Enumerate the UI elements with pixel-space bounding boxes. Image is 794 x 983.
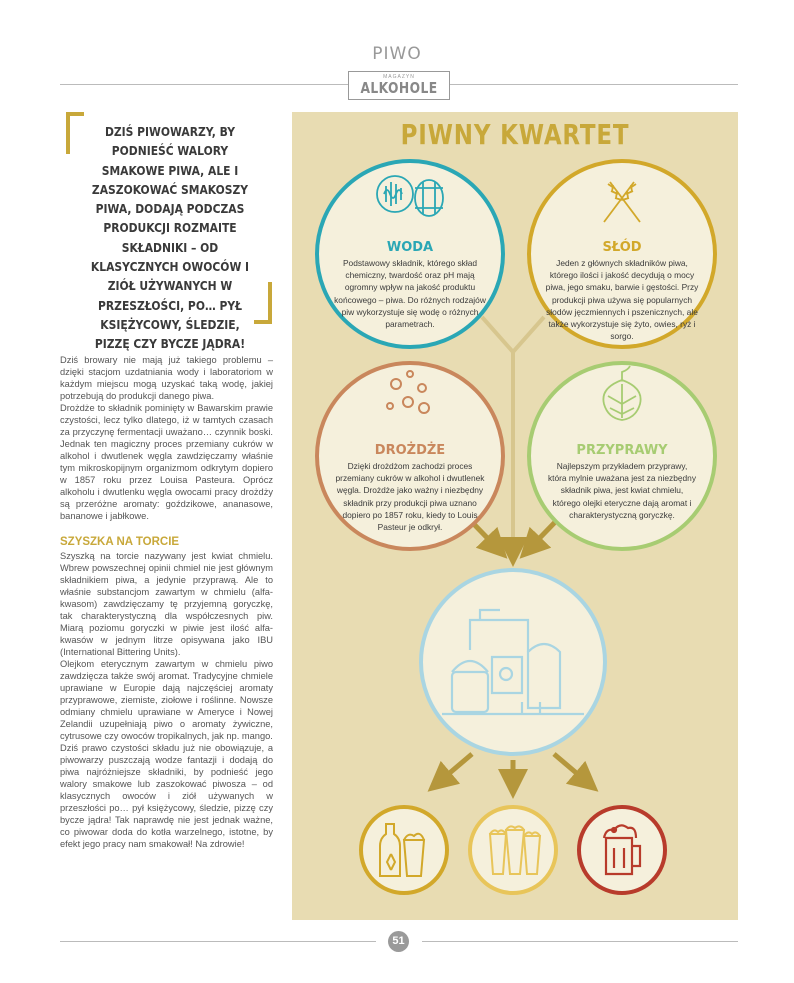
article-paragraph: Olejkom eterycznym zawartym w chmielu piwo zawdzięcza także swój aromat. Tradycyjne chmiele uprawiane w Europie dają najczęściej aromaty przyprawowe, ziemiste, ziołowe i roślinne. Nowsze odmiany chmielu uprawiane w Ameryce i Nowej Zelandii uzupełniają piwo o aromaty żywiczne, cytrusowe czy owoców tropikalnych, jak np. mango. <box>60 659 273 741</box>
arrow-out-left <box>439 754 472 782</box>
slod-text: Jeden z głównych składników piwa, którego ilości i jakość decydują o mocy piwa, jego smaku, barwie i gęstości. Przy produkcji piwa używa się popularnych słodów jęczmiennych i pszenicznych, ale także wykorzystuje się żyto, owies, ryż i sorgo. <box>545 258 699 342</box>
page-number: 51 <box>388 931 409 952</box>
infographic <box>292 112 738 920</box>
circle-brewery <box>421 570 605 754</box>
przyprawy-title: PRZYPRAWY <box>576 443 668 458</box>
circle-glasses <box>470 807 556 893</box>
magazine-logo-brand: ALKOHOLE <box>360 79 438 97</box>
arrow-out-right <box>554 754 587 782</box>
quote-bracket-top-h <box>66 112 84 116</box>
article-paragraph: Drożdże to składnik pominięty w Bawarskim prawie czystości, lecz tylko dlatego, iż w tamtych czasach za przyczynę fermentacji uważano… czynnik boski. Jednak ten magiczny proces przemiany cukrów w alkohol i dwutlenek węgla zawdzięczamy właśnie tym mikroskopijnym organizmom odkrytym dopiero w 1857 roku przez Louisa Pasteura. Oprócz alkoholu i dwutlenku węgla owocami pracy drożdży są przeróżne aromaty: goździkowe, ananasowe, bananowe i jabłkowe. <box>60 403 273 521</box>
circle-mug <box>579 807 665 893</box>
infographic-title: PIWNY KWARTET <box>400 118 630 151</box>
pull-quote-text: DZIŚ PIWOWARZY, BY PODNIEŚĆ WALORY SMAKOWE PIWA, ALE I ZASZOKOWAĆ SMAKOSZY PIWA, DODAJĄ PODCZAS PRODUKCJI ROZMAITE SKŁADNIKI – OD KLASYCZNYCH OWOCÓW I ZIÓŁ UŻYWANYCH W PRZESZŁOŚCI, PO… PYŁ KSIĘŻYCOWY, ŚLEDZIE, PIZZĘ CZY BYCZE JĄDRA! <box>90 124 250 352</box>
pull-quote <box>66 112 272 352</box>
section-title: PIWO <box>372 44 422 64</box>
magazine-logo <box>348 71 450 100</box>
article-paragraph: Dziś prawo czystości składu już nie obowiązuje, a piwowarzy puszczają wodze fantazji i dodają do piwa najróżniejsze składniki, by podnieść jego walory smakowe lub zaszokować piwosza – od klasycznych owoców i ziół używanych w przeszłości po… pył księżycowy, śledzie, pizzę czy bycze jądra! Tak naprawdę nie jest jednak ważne, co piwowar doda do kotła warzelnego, istotne, by efekt jego pracy nam smakował! Na zdrowie! <box>60 743 273 849</box>
footer-divider-right <box>422 941 738 942</box>
article-paragraph: Dziś browary nie mają już takiego problemu – dzięki stacjom uzdatniania wody i laboratoriom w każdym miejscu mogą uzyskać taką wodę, jakiej potrzebują do produkcji danego piwa. <box>60 355 273 401</box>
connector-top <box>482 317 544 352</box>
drozdze-title: DROŻDŻE <box>374 443 446 458</box>
quote-bracket-top <box>66 112 70 154</box>
article-body <box>60 354 273 850</box>
article-paragraph: Szyszką na torcie nazywany jest kwiat chmielu. Wbrew powszechnej opinii chmiel nie jest głównym składnikiem piwa, a jedynie przyprawą. Ale to właśnie substancjom zawartym w chmielu (alfa-kwasom) zawdzięczamy tę przyjemną goryczkę, tak charakterystyczną dla współczesnych piw. Miarą poziomu goryczki w piwie jest ilość alfa-kwasów w jednym litrze opisywana jako IBU (International Bittering Units). <box>60 551 273 657</box>
woda-text: Podstawowy składnik, którego skład chemiczny, twardość oraz pH mają ogromny wpływ na jakość produktu końcowego – piwa. Do różnych rodzajów piw wykorzystuje się wodę o różnych parametrach. <box>334 258 486 330</box>
quote-bracket-bottom <box>268 282 272 324</box>
article-subheading: SZYSZKA NA TORCIE <box>60 536 180 548</box>
quote-bracket-bottom-h <box>254 320 272 324</box>
slod-title: SŁÓD <box>602 240 642 255</box>
footer-divider-left <box>60 941 376 942</box>
woda-title: WODA <box>386 240 434 255</box>
magazine-logo-small: MAGAZYN <box>383 74 415 80</box>
przyprawy-text: Najlepszym przykładem przyprawy, która mylnie uważana jest za niezbędny składnik piwa, jest kwiat chmielu, którego olejki eteryczne dają aromat i charakterystyczną goryczkę. <box>547 461 697 520</box>
drozdze-text: Dzięki drożdżom zachodzi proces przemiany cukrów w alkohol i dwutlenek węgla. Drożdże jako ważny i niezbędny składnik przy produkcji piwa uznano dopiero po 1857 roku, kiedy to Louis Pasteur je odkrył. <box>335 461 485 533</box>
